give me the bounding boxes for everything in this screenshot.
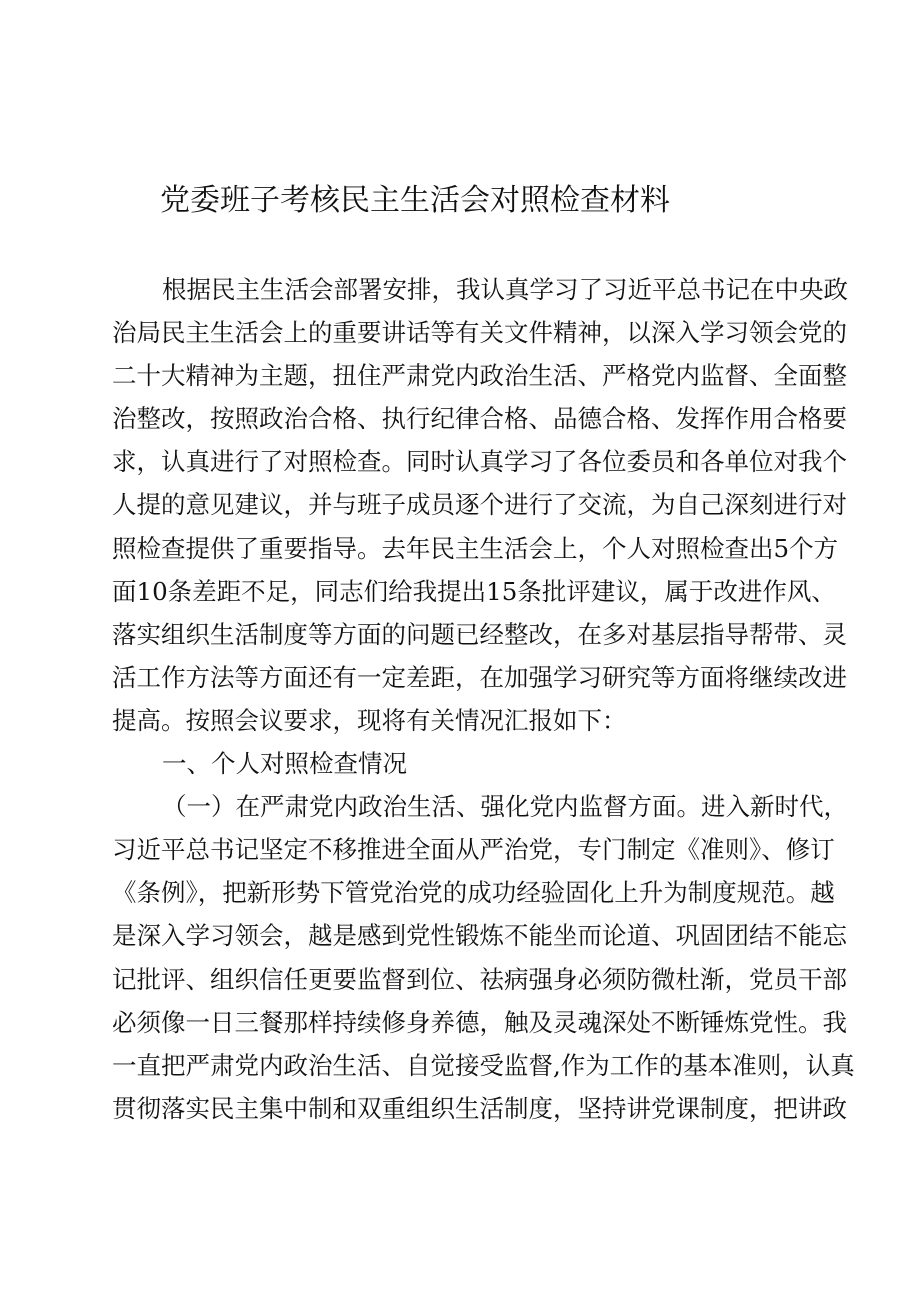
text-line: 记批评、组织信任更要监督到位、祛病强身必须防微杜渐，党员干部	[112, 964, 847, 994]
text-line: 是深入学习领会，越是感到党性锻炼不能坐而论道、巩固团结不能忘	[112, 921, 847, 951]
text-line: 一直把严肃党内政治生活、自觉接受监督,作为工作的基本准则，认真	[112, 1050, 855, 1080]
text-line: 落实组织生活制度等方面的问题已经整改，在多对基层指导帮带、灵	[112, 619, 847, 649]
document-body	[112, 268, 855, 1130]
text-line: 一、个人对照检查情况	[162, 749, 407, 779]
text-line: 提高。按照会议要求，现将有关情况汇报如下：	[112, 705, 627, 735]
text-line: 活工作方法等方面还有一定差距，在加强学习研究等方面将继续改进	[112, 662, 847, 692]
text-line: 贯彻落实民主集中制和双重组织生活制度，坚持讲党课制度，把讲政	[112, 1093, 847, 1123]
text-line: 根据民主生活会部署安排，我认真学习了习近平总书记在中央政	[162, 275, 848, 304]
text-line: （一）在严肃党内政治生活、强化党内监督方面。进入新时代，	[162, 792, 848, 822]
text-line: 面10条差距不足，同志们给我提出15条批评建议，属于改进作风、	[112, 576, 836, 606]
text-line: 必须像一日三餐那样持续修身养德，触及灵魂深处不断锤炼党性。我	[112, 1007, 847, 1037]
text-line: 二十大精神为主题，扭住严肃党内政治生活、严格党内监督、全面整	[112, 361, 847, 391]
text-line: 治整改，按照政治合格、执行纪律合格、品德合格、发挥作用合格要	[112, 404, 847, 434]
text-line: 《条例》，把新形势下管党治党的成功经验固化上升为制度规范。越	[112, 878, 835, 908]
text-line: 照检查提供了重要指导。去年民主生活会上，个人对照检查出5个方	[112, 533, 839, 563]
text-line: 治局民主生活会上的重要讲话等有关文件精神，以深入学习领会党的	[112, 318, 847, 348]
text-line: 习近平总书记坚定不移推进全面从严治党，专门制定《准则》、修订	[112, 835, 835, 865]
document-title: 党委班子考核民主生活会对照检查材料	[160, 183, 670, 218]
text-line: 求，认真进行了对照检查。同时认真学习了各位委员和各单位对我个	[112, 447, 847, 477]
text-line: 人提的意见建议，并与班子成员逐个进行了交流，为自己深刻进行对	[112, 490, 847, 520]
